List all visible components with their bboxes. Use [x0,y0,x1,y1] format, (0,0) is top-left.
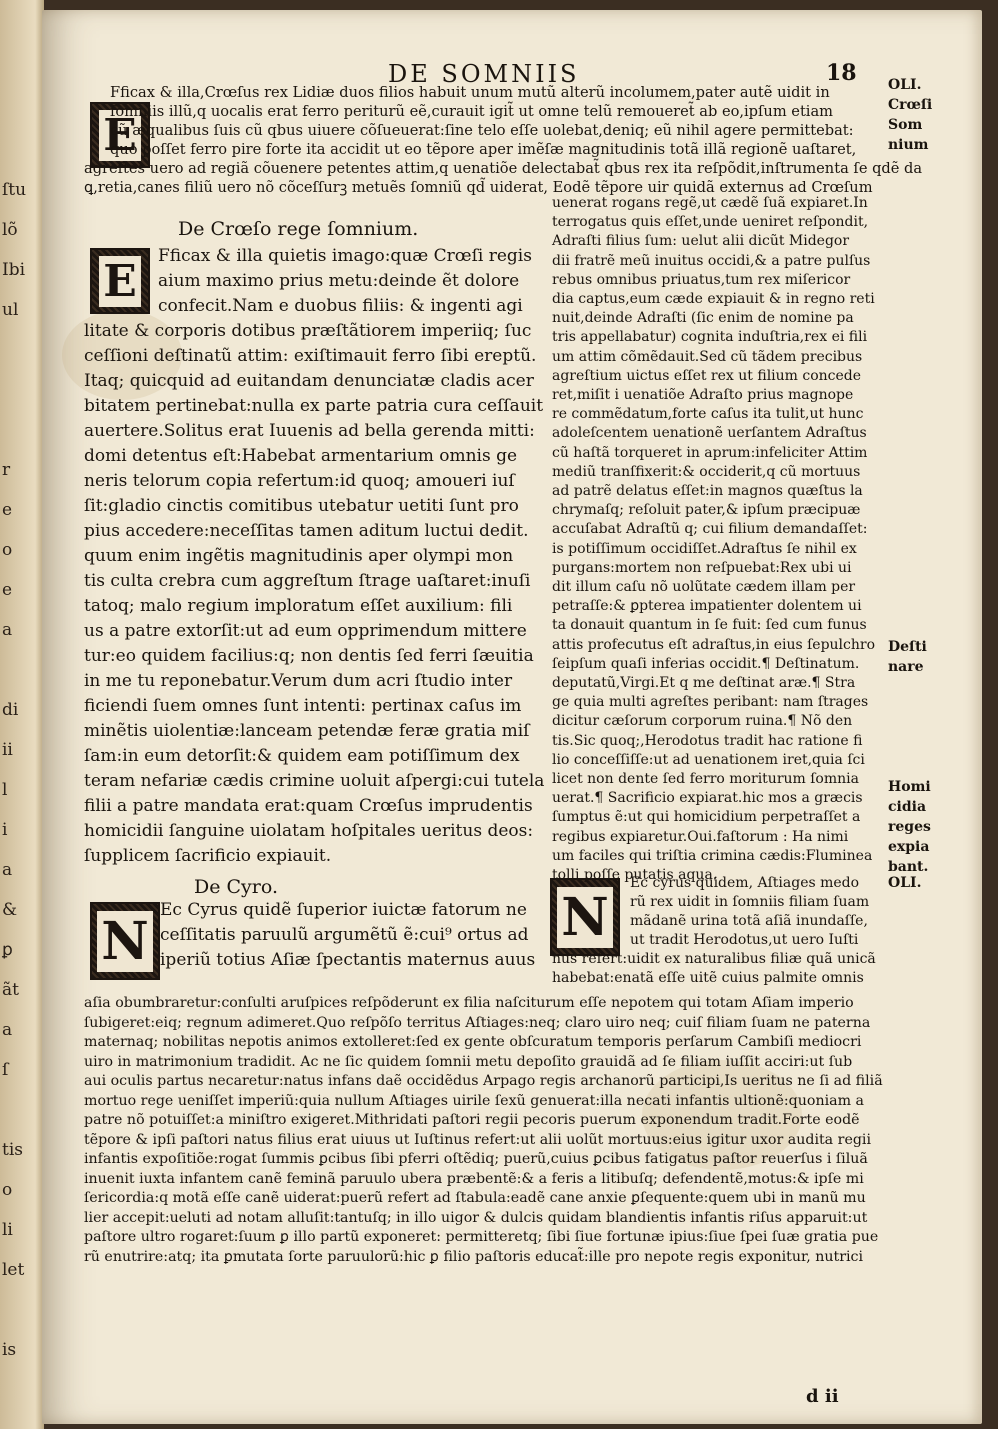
drop-cap-initial: N [550,878,620,956]
gloss-line: petraſſe:& ꝑpterea impatienter dolentem ui [552,598,862,615]
gloss-line: dit illum caſu nõ uolũtate cædem illam per [552,579,856,595]
margin-note: Crœſi [888,97,933,113]
gloss-line: rebus omnibus priuatus,tum rex miſericor [552,271,851,288]
margin-note: bant. [888,859,929,875]
text-line: bitatem pertinebat:nulla ex parte patria cura ceſſauit [84,396,544,416]
previous-page-fragment: ii [2,740,13,760]
text-line: inuenit iuxta infantem canẽ feminã paruulo ubera præbentẽ:& a feris a litibuſq; defendentẽ,motus:& ipſe mi [84,1170,864,1187]
text-line: domi detentus eſt:Habebat armentarium omnis ge [84,446,518,466]
gloss-line: habebat:enatã eſſe uitẽ cuius palmite omnis [552,970,864,986]
text-line: patre nõ potuiſſet:a miniſtro exigeret.Mithridati paſtori regii pecoris puerum exponendum tradit.Forte eodẽ [84,1112,860,1128]
text-line: pius accedere:neceſſitas tamen aditum luctui dedit. [84,521,529,541]
gloss-line: nuit,deinde Adraſti (ſic enim de nomine pa [552,310,854,327]
text-line: quum enim ingẽtis magnitudinis aper olympi mon [84,546,514,566]
text-line: quo poſſet ferro pire forte ita accidit ut eo tẽpore aper imẽſæ magnitudinis totã illã regionẽ uaſtaret, [110,141,857,158]
gloss-line: Ec cyrus quidem, Aſtiages medo [630,875,860,891]
margin-note: cidia [888,799,927,815]
previous-page-fragment: l [2,780,8,800]
gloss-line: ge quia multi agreſtes peribant: nam ſtrages [552,694,869,711]
previous-page-fragment: is [2,1340,17,1360]
drop-cap-initial: E [90,248,150,314]
text-line: aium maximo prius metu:deinde ẽt dolore [158,271,520,291]
gloss-line: Adraſti filius ſum: uelut alii dicũt Midegor [552,233,850,250]
text-line: lier accepit:ueluti ad notam alluſit:tantuſq; in illo uigor & dulcis quidam blandientis infantis riſus apparuit:ut [84,1209,868,1226]
margin-note: expia [888,839,930,855]
text-line: tẽpore & ipſi paſtori natus filius erat uiuus ut Iuſtinus refert:ut alii uolũt mortuus:eius igitur uxor audita regii [84,1131,871,1148]
text-line: ceſſitatis paruulũ argumẽtũ ẽ:cui⁹ ortus ad [160,925,529,945]
previous-page-fragment: a [2,1020,13,1040]
gloss-line: licet non dente ſed ferro moriturum ſomnia [552,771,859,787]
text-line: tatoq; malo regium imploratum eſſet auxilium: fili [84,596,513,616]
text-line: homicidii ſanguine uiolatam hoſpitales ueritus deos: [84,821,534,841]
previous-page-fragment: let [2,1260,25,1280]
previous-page-fragment: ãt [2,980,19,1000]
previous-page-fragment: a [2,860,13,880]
text-line: Itaq; quicquid ad euitandam denunciatæ cladis acer [84,371,534,391]
previous-page-fragment: di [2,700,19,720]
gloss-line: mediũ tranſfixerit:& occiderit,q cũ mortuus [552,463,861,480]
previous-page-fragment: & [2,900,18,920]
text-line: ſomniis illũ,q uocalis erat ferro periturũ eẽ,curauit igit̃ ut omne telũ remoueret̃ ab eo,ipſum etiam [110,103,834,120]
text-line: ſam:in eum detorſit:& quidem eam potiſſimum dex [84,746,520,766]
gloss-line: um faciles qui triſtia crimina cædis:Fluminea [552,847,873,864]
text-line: ꝗ,retia,canes filiũ uero nõ cõceſſurꝫ metuẽs ſomniũ qd̃ uiderat, Eodẽ tẽpore uir quidã externus ad Crœſum [84,179,873,196]
page-header-title: DE SOMNIIS [388,60,580,88]
section-heading-cyrus: De Cyro. [194,876,279,898]
text-line: litate & corporis dotibus præſtãtiorem imperiiq; ſuc [84,321,532,341]
gloss-line: dicitur cæſorum corporum ruina.¶ Nõ den [552,713,853,730]
drop-cap-initial: E [90,102,150,168]
margin-note: Homi [888,779,931,795]
previous-page-fragment: ul [2,300,19,320]
gloss-line: re commẽdatum,forte caſus ita tulit,ut hunc [552,406,864,423]
previous-page-fragment: lõ [2,220,18,240]
text-line: filii a patre mandata erat:quam Crœſus imprudentis [84,796,533,816]
previous-page-fragment: ꝑ [2,940,13,960]
gloss-line: tolli poſſe putatis aqua. [552,867,718,883]
gloss-line: tris appellabatur) cognita induſtria,rex ei fili [552,329,868,346]
gloss-line: agreſtium uictus eſſet rex ut filium concede [552,367,862,384]
gloss-line: rũ rex uidit in ſomniis filiam ſuam [630,894,870,910]
gloss-line: ſumptus ẽ:ut qui homicidium perpetraſſet a [552,809,861,826]
text-line: ficiendi ſuem omnes ſunt intenti: pertinax caſus im [84,696,522,716]
text-line: tur:eo quidem facilius:q; non dentis ſed ferri ſæuitia [84,646,534,666]
text-line: aui oculis partus necaretur:natus infans daẽ occidẽdus Arpago regis archanorũ participi,Is ueritus ne ſi ad filiã [84,1073,883,1089]
text-line: Ec Cyrus quidẽ ſuperior iuictæ fatorum ne [160,900,527,920]
gloss-line: ſeipſum quaſi inferias occidit.¶ Deſtinatum. [552,655,860,672]
previous-page-fragment: a [2,620,13,640]
previous-page-fragment: li [2,1220,13,1240]
signature-mark: d ii [806,1386,839,1407]
text-line: ſubigeret:eiq; regnum adimeret.Quo reſpõſo territus Aſtiages:neq; claro uiro neq; cuiſ filiam ſuam ne paterna [84,1014,871,1031]
previous-page-fragment: ſ [2,1060,9,1080]
book-page [42,10,982,1424]
text-line: Fficax & illa,Crœſus rex Lidiæ duos filios habuit unum mutũ alterũ incolumem,pater autẽ uidit in [110,84,830,101]
margin-note: reges [888,819,931,835]
text-line: ſupplicem ſacrificio expiauit. [84,846,332,866]
previous-page-edge [0,0,44,1429]
gloss-line: um attim cõmẽdauit.Sed cũ tãdem precibus [552,348,863,365]
margin-note: nium [888,137,929,153]
gloss-line: is potiſſimum occidiſſet.Adraſtus ſe nihil ex [552,540,857,557]
gloss-line: deputatũ,Virgi.Et q me deſtinat aræ.¶ Stra [552,675,856,691]
previous-page-fragment: ſtu [2,180,27,200]
gloss-line: tis.Sic quoq;,Herodotus tradit hac ratione fi [552,732,863,749]
margin-note: OLI. [888,77,922,93]
text-line: Fficax & illa quietis imago:quæ Crœſi regis [158,246,532,266]
previous-page-fragment: tis [2,1140,23,1160]
previous-page-fragment: o [2,1180,13,1200]
gloss-line: terrogatus quis eſſet,unde ueniret reſpondit, [552,214,869,231]
previous-page-fragment: i [2,820,8,840]
gloss-line: nus refert:uidit ex naturalibus filiæ quã unicã [552,951,876,967]
text-line: confecit.Nam e duobus filiis: & ingenti agi [158,296,523,316]
gloss-line: dii fratrẽ meũ inuitus occidi,& a patre pulſus [552,252,871,269]
gloss-line: mãdanẽ urina totã aſiã inundaſſe, [630,913,868,929]
gloss-line: ret,miſit i uenatiõe Adraſto prius magnope [552,387,854,403]
gloss-line: purgans:mortem non reſpuebat:Rex ubi ui [552,559,852,576]
drop-cap-initial: N [90,902,160,980]
gloss-line: accuſabat Adraſtũ q; cui filium demandaſſet: [552,521,868,538]
text-line: maternaq; nobilitas nepotis animos extolleret:ſed ex gente obſcuratum temporis perſarum Cambiſi mediocri [84,1034,862,1050]
gloss-line: dia captus,eum cæde expiauit & in regno reti [552,291,875,307]
text-line: tis culta crebra cum aggreſtum ſtrage uaſtaret:inuſi [84,571,531,591]
text-line: teram nefariæ cædis crimine uoluit aſpergi:cui tutela [84,771,545,791]
gloss-line: cũ haſtã torqueret in aprum:infeliciter Attim [552,444,868,461]
gloss-line: uerat.¶ Sacrificio expiarat.hic mos a græcis [552,790,863,807]
gloss-line: chrymaſq; reſoluit pater,& ipſum præcipuæ [552,502,861,519]
text-line: mortuo rege ueniſſet imperiũ:quia nullum Aſtiages uirile ſexũ genuerat:illa necati infantis ultionẽ:quoniam a [84,1092,865,1109]
gloss-line: ta donauit quantum in ſe fuit: ſed cum funus [552,617,867,634]
text-line: ſit:gladio cinctis comitibus utebatur uetiti ſunt pro [84,496,519,516]
text-line: in me tu reponebatur.Verum dum acri ſtudio inter [84,671,513,691]
text-line: iperiũ totius Aſiæ ſpectantis maternus auus [160,950,536,970]
gloss-line: uenerat rogans regẽ,ut cædẽ ſuã expiaret.In [552,195,868,211]
text-line: neris telorum copia refertum:id quoq; amoueri iuſ [84,471,515,491]
text-line: infantis expoſitiõe:rogat ſummis ꝑcibus ſibi pferri oſtẽdiq; puerũ,cuius ꝑcibus fatigatus paſtor reuerſus i ſiluã [84,1151,868,1167]
gloss-line: adoleſcentem uenationẽ uerſantem Adraſtus [552,425,867,442]
margin-note: Som [888,117,923,133]
previous-page-fragment: e [2,580,13,600]
previous-page-fragment: Ibi [2,260,26,280]
section-heading-croesus: De Crœſo rege ſomnium. [178,218,419,240]
gloss-line: ut tradit Herodotus,ut uero Iuſti [630,932,859,948]
text-line: rũ enutrire:atq; ita ꝑmutata ſorte paruulorũ:hic ꝑ filio paſtoris educat̃:ille pro nepote regis exponitur, nutrici [84,1248,864,1265]
text-line: agreſtes uero ad regiã cõuenere petentes attim,q uenatiõe delectabat̃ qbus rex ita reſpõdit,inſtrumenta ſe qdẽ da [84,160,923,177]
margin-note: Deſti [888,639,927,655]
text-line: minẽtis uiolentiæ:lanceam petendæ feræ gratia miſ [84,721,530,741]
folio-number: 18 [826,60,857,86]
gloss-line: ad patrẽ delatus eſſet:in magnos quæſtus la [552,483,863,499]
text-line: auertere.Solitus erat Iuuenis ad bella gerenda mitti: [84,421,535,441]
previous-page-fragment: r [2,460,11,480]
gloss-line: attis profecutus eſt adraſtus,in eius ſepulchro [552,636,876,653]
previous-page-fragment: e [2,500,13,520]
text-line: cũ æqualibus ſuis cũ qbus uiuere cõſueuerat:ſine telo eſſe uolebat,deniq; eũ nihil agere permittebat: [110,122,854,139]
text-line: ſericordia:q motã eſſe canẽ uiderat:puerũ refert ad ſtabula:eadẽ cane anxie ꝑſequente:quem ubi in manũ mu [84,1190,866,1206]
previous-page-fragment: o [2,540,13,560]
text-line: paſtore ultro rogaret:ſuum ꝑ illo partũ exponeret: permitteretq; ſibi ſiue fortunæ ipius:ſiue ſpei ſuæ gratia pue [84,1229,879,1245]
gloss-line: regibus expiaretur.Oui.faſtorum : Ha nimi [552,828,849,845]
text-line: uiro in matrimonium tradidit. Ac ne ſic quidem ſomnii metu depoſito grauidã ad ſe filiam iuſſit acciri:ut ſub [84,1053,853,1070]
text-line: aſia obumbraretur:conſulti aruſpices reſpõderunt ex filia naſciturum eſſe nepotem qui totam Aſiam imperio [84,995,854,1011]
margin-note: OLI. [888,875,922,891]
text-line: ceſſioni deſtinatũ attim: exiſtimauit ferro ſibi ereptũ. [84,346,537,366]
margin-note: nare [888,659,924,675]
text-line: us a patre extorſit:ut ad eum opprimendum mittere [84,621,527,641]
gloss-line: lio conceſſiſſe:ut ad uenationem iret,quia ſci [552,751,865,768]
